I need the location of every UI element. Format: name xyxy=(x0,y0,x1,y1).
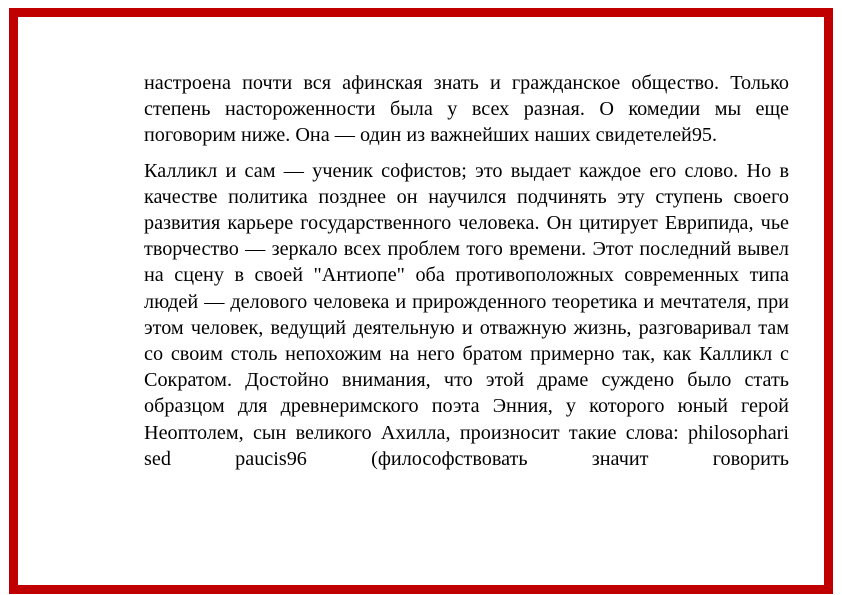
page-frame xyxy=(9,8,833,594)
document-text xyxy=(144,70,789,472)
paragraph-2: Калликл и сам — ученик софистов; это выдает каждое его слово. Но в качестве политика позднее он научился подчинять эту ступень своего развития карьере государственного человека. Он цитирует Еврипида, чье творчество — зеркало всех проблем того времени. Этот последний вывел на сцену в своей "Антиопе" оба противоположных современных типа людей — делового человека и прирожденного теоретика и мечтателя, при этом человек, ведущий деятельную и отважную жизнь, разговаривал там со своим столь непохожим на него братом примерно так, как Калликл с Сократом. Достойно внимания, что этой драме суждено было стать образцом для древнеримского поэта Энния, у которого юный герой Неоптолем, сын великого Ахилла, произносит такие слова: philosophari sed paucis96 (философствовать значит говорить xyxy=(144,159,789,470)
paragraph-1: настроена почти вся афинская знать и гражданское общество. Только степень настороженности была у всех разная. О комедии мы еще поговорим ниже. Она — один из важнейших наших свидетелей95. xyxy=(144,72,789,147)
